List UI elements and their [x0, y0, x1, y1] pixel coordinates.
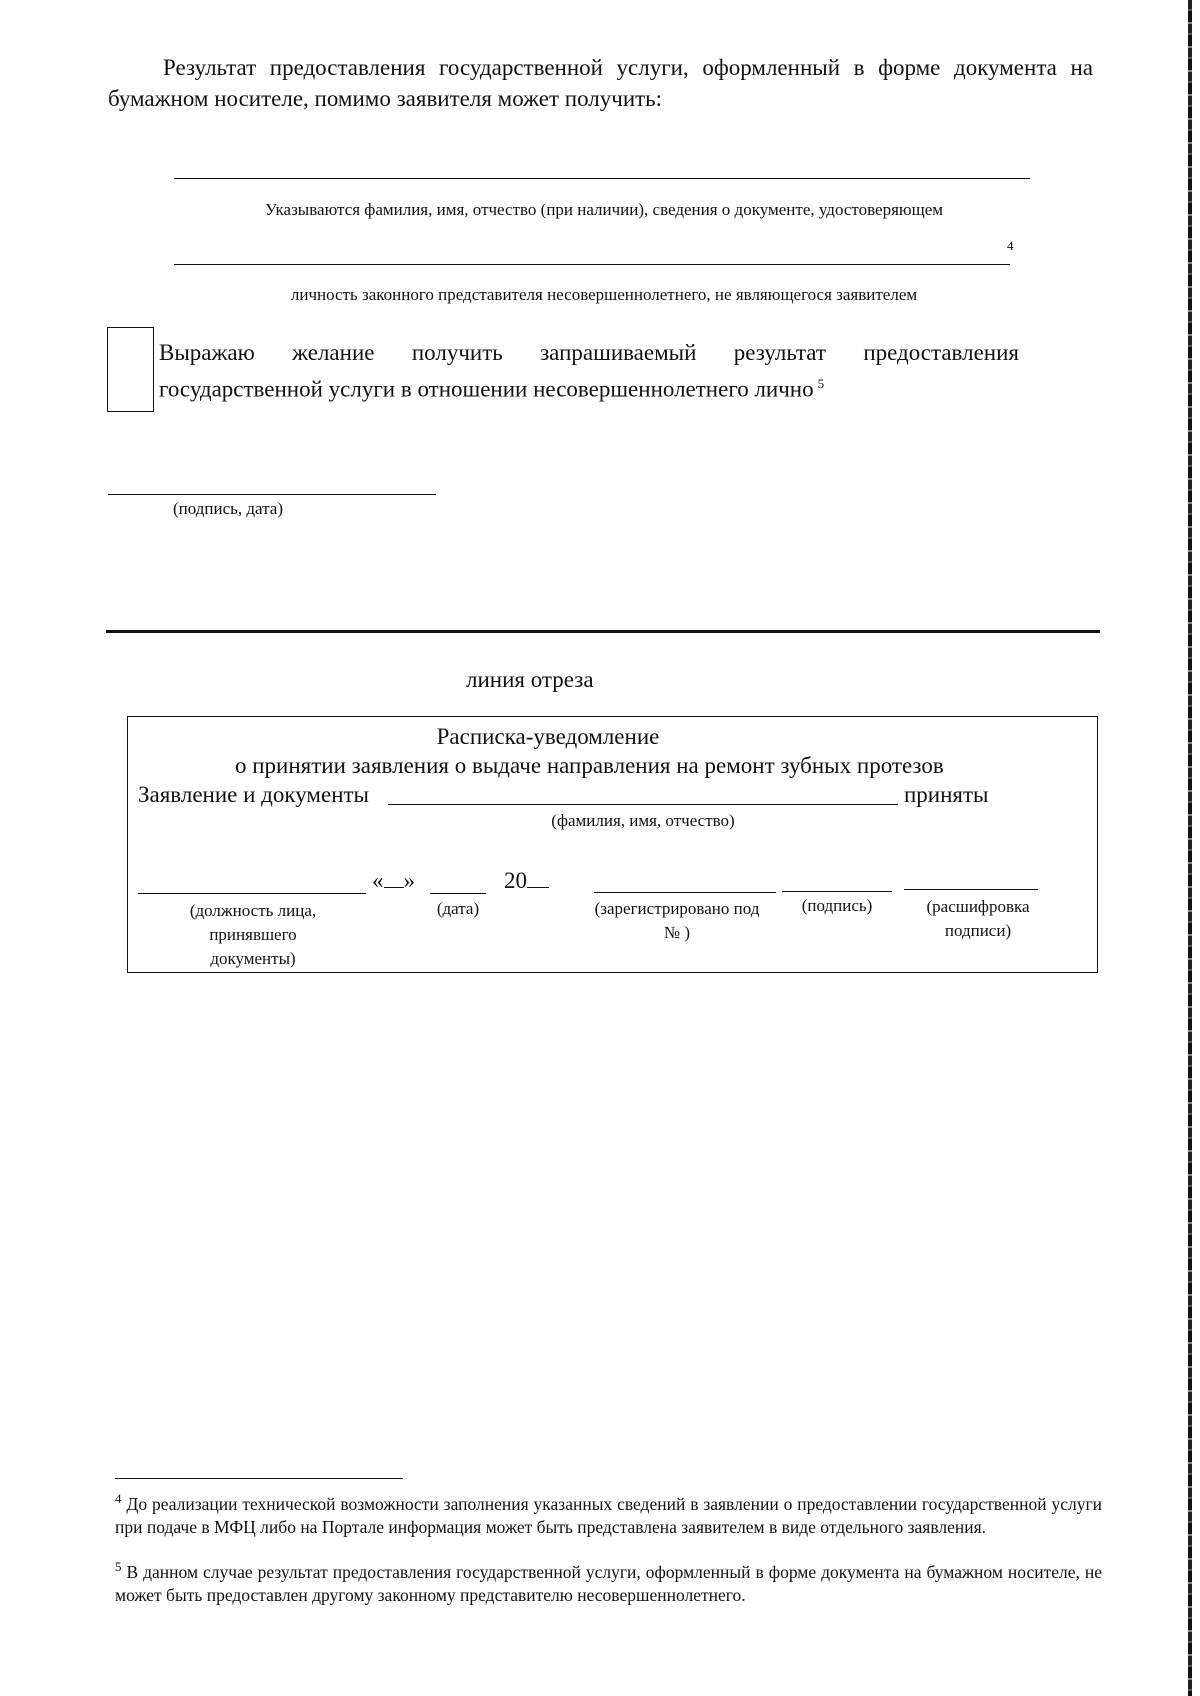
representative-caption-1: Указываются фамилия, имя, отчество (при наличии), сведения о документе, удостоверяющем: [265, 200, 943, 219]
receipt-fio-caption: (фамилия, имя, отчество): [551, 811, 735, 830]
representative-footnote-mark: 4: [1007, 238, 1014, 253]
receipt-quote-close: »: [403, 868, 415, 893]
cut-line-label: линия отреза: [466, 667, 594, 692]
wish-text: [159, 337, 1019, 405]
receipt-date-day: [372, 865, 415, 896]
receipt-col-registered: (зарегистрировано под № ): [594, 899, 760, 942]
intro-line2: на бумажном носителе, помимо заявителя может получить:: [108, 55, 1093, 111]
receipt-year-prefix: 20: [504, 868, 527, 893]
cut-line: [106, 630, 1100, 633]
receipt-accepted: приняты: [904, 782, 989, 807]
signature-blank-line: [108, 494, 436, 495]
receipt-col-position: (должность лица, принявшего документы): [189, 901, 317, 968]
receipt-quote-open: «: [372, 868, 384, 893]
receipt-date-year: [504, 865, 549, 896]
footnote-4: [115, 1487, 1102, 1539]
representative-blank-line-2: [174, 264, 1010, 265]
wish-line1: Выражаю желание получить запрашиваемый результат предоставления: [159, 340, 1019, 365]
footnote-5: [115, 1555, 1102, 1607]
wish-footnote-mark: 5: [817, 376, 825, 391]
footnote-5-text: В данном случае результат предоставления государственной услуги, оформленный в форме документа на бумажном носителе, не может быть предоставлен другому законному представителю несовершеннолетнего.: [115, 1561, 1102, 1605]
receipt-decoding-blank: [904, 889, 1038, 890]
scan-edge: [1188, 0, 1192, 1696]
wish-line2: государственной услуги в отношении несовершеннолетнего лично: [159, 376, 814, 402]
signature-caption: (подпись, дата): [173, 499, 284, 518]
receipt-col-decoding: (расшифровка подписи): [926, 897, 1030, 940]
intro-line1: Результат предоставления государственной услуги, оформленный в форме документа: [163, 55, 1057, 80]
receipt-col-signature: (подпись): [801, 896, 873, 915]
receipt-title: Расписка-уведомление: [436, 724, 660, 749]
receipt-fio-blank: [388, 804, 898, 805]
footnote-4-mark: 4: [115, 1491, 122, 1506]
representative-blank-line-1: [174, 178, 1030, 179]
receipt-subtitle: о принятии заявления о выдаче направления на ремонт зубных протезов: [235, 753, 944, 778]
receipt-col-date: (дата): [436, 899, 480, 918]
receipt-notice-box: [127, 716, 1098, 973]
representative-caption-2: личность законного представителя несовершеннолетнего, не являющегося заявителем: [290, 285, 918, 304]
personal-receipt-checkbox[interactable]: [107, 327, 154, 412]
receipt-date-month-blank: [430, 893, 486, 894]
receipt-signature-blank: [782, 891, 892, 892]
receipt-position-blank: [138, 893, 366, 894]
receipt-registered-blank: [594, 892, 776, 893]
footnote-separator: [115, 1478, 403, 1479]
intro-paragraph: [108, 52, 1093, 114]
footnote-5-mark: 5: [115, 1559, 122, 1574]
receipt-docs-label: Заявление и документы: [138, 782, 370, 807]
footnote-4-text: До реализации технической возможности заполнения указанных сведений в заявлении о предоставлении государственной услуги при подаче в МФЦ либо на Портале информация может быть представлена заявителем в виде отдельного заявления.: [115, 1493, 1102, 1537]
